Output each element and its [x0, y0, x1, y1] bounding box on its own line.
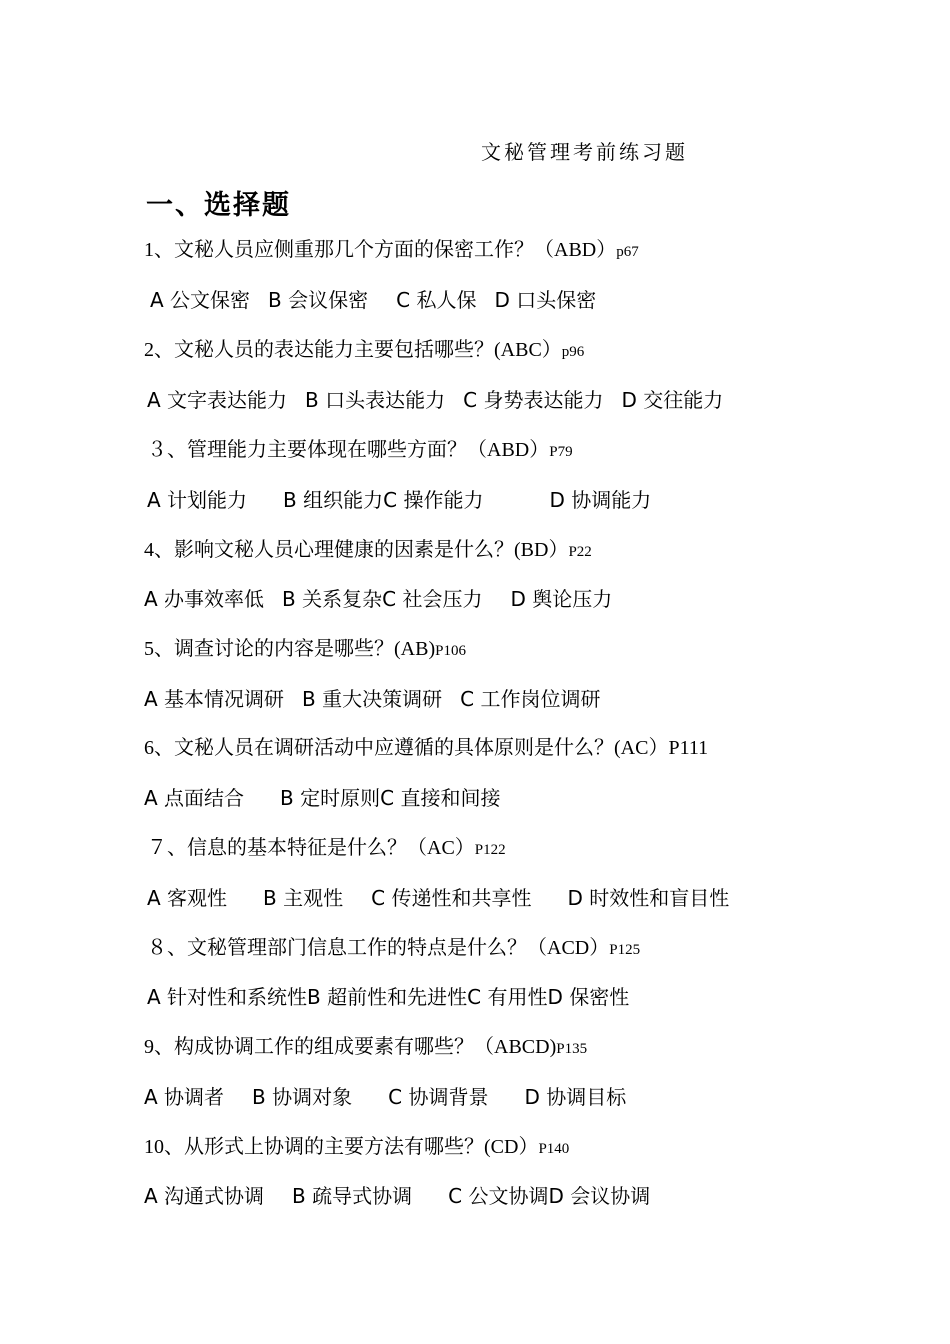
- question-8: [147, 934, 640, 964]
- question-3-options: [147, 486, 651, 514]
- question-text: 4、影响文秘人员心理健康的因素是什么？(BD）: [144, 539, 569, 561]
- document-title: 文秘管理考前练习题: [481, 140, 688, 164]
- option-d: D 协调目标: [524, 1085, 627, 1109]
- page-reference: P106: [435, 643, 466, 659]
- option-b: B 主观性: [263, 886, 344, 910]
- option-c: C 社会压力: [382, 587, 483, 611]
- option-b: B 关系复杂: [282, 587, 383, 611]
- question-text: 5、调查讨论的内容是哪些？(AB): [144, 638, 436, 660]
- page-reference: P135: [556, 1041, 588, 1057]
- option-b: B 超前性和先进性: [307, 985, 468, 1009]
- question-5: [144, 635, 466, 665]
- question-2: [144, 336, 584, 366]
- option-a: A 协调者: [144, 1085, 225, 1109]
- option-d: D 协调能力: [549, 488, 652, 512]
- question-2-options: [147, 386, 723, 414]
- option-a: A 点面结合: [144, 786, 245, 810]
- option-a: A 公文保密: [150, 288, 251, 312]
- option-b: B 口头表达能力: [305, 388, 446, 412]
- option-b: B 组织能力: [283, 488, 384, 512]
- option-a: A 基本情况调研: [144, 687, 285, 711]
- question-9: [144, 1033, 587, 1063]
- option-c: C 公文协调: [448, 1184, 549, 1208]
- page-reference: P79: [549, 444, 573, 460]
- option-d: D 交往能力: [621, 388, 724, 412]
- page-reference: P122: [474, 842, 506, 858]
- question-4-options: [144, 585, 612, 613]
- question-7: [147, 834, 506, 864]
- section-heading: 一、选择题: [146, 190, 291, 221]
- question-7-options: [147, 884, 729, 912]
- option-a: A 针对性和系统性: [147, 985, 308, 1009]
- question-text: ８、文秘管理部门信息工作的特点是什么？（ACD）: [147, 937, 610, 959]
- option-d: D 时效性和盲目性: [567, 886, 730, 910]
- question-4: [144, 536, 592, 566]
- question-9-options: [144, 1083, 626, 1111]
- option-c: C 私人保: [396, 288, 477, 312]
- question-text: 1、文秘人员应侧重那几个方面的保密工作？（ABD）: [144, 239, 617, 261]
- page-reference: p67: [616, 244, 639, 260]
- option-b: B 定时原则: [280, 786, 381, 810]
- option-b: B 重大决策调研: [302, 687, 443, 711]
- option-a: A 客观性: [147, 886, 228, 910]
- option-c: C 有用性: [467, 985, 548, 1009]
- question-1: [144, 236, 639, 266]
- option-a: A 沟通式协调: [144, 1184, 265, 1208]
- question-text: 9、构成协调工作的组成要素有哪些？（ABCD): [144, 1036, 557, 1058]
- page-reference: P125: [609, 942, 641, 958]
- question-10-options: [144, 1182, 650, 1210]
- question-text: 10、从形式上协调的主要方法有哪些？(CD）: [144, 1136, 539, 1158]
- option-a: A 文字表达能力: [147, 388, 288, 412]
- question-text: ３、管理能力主要体现在哪些方面？（ABD）: [147, 439, 550, 461]
- option-d: D 会议协调: [548, 1184, 651, 1208]
- option-c: C 传递性和共享性: [371, 886, 532, 910]
- option-c: C 操作能力: [383, 488, 484, 512]
- question-6-options: [144, 784, 500, 812]
- question-1-options: [150, 286, 596, 314]
- question-text: 2、文秘人员的表达能力主要包括哪些？(ABC）: [144, 339, 562, 361]
- question-text: ７、信息的基本特征是什么？（AC）: [147, 837, 475, 859]
- question-8-options: [147, 983, 629, 1011]
- question-text: 6、文秘人员在调研活动中应遵循的具体原则是什么？(AC）P111: [144, 737, 709, 759]
- option-c: C 协调背景: [388, 1085, 489, 1109]
- option-c: C 工作岗位调研: [460, 687, 601, 711]
- option-a: A 计划能力: [147, 488, 248, 512]
- question-10: [144, 1133, 569, 1163]
- option-b: B 疏导式协调: [292, 1184, 413, 1208]
- question-5-options: [144, 685, 600, 713]
- question-3: [147, 436, 573, 466]
- page-reference: p96: [561, 344, 585, 360]
- option-c: C 直接和间接: [380, 786, 501, 810]
- option-d: D 舆论压力: [510, 587, 613, 611]
- page-reference: P140: [538, 1141, 570, 1157]
- option-d: D 保密性: [547, 985, 630, 1009]
- option-a: A 办事效率低: [144, 587, 265, 611]
- page-reference: P22: [568, 544, 592, 560]
- option-b: B 协调对象: [252, 1085, 353, 1109]
- question-6: [144, 734, 708, 762]
- option-c: C 身势表达能力: [463, 388, 604, 412]
- option-b: B 会议保密: [268, 288, 369, 312]
- option-d: D 口头保密: [494, 288, 597, 312]
